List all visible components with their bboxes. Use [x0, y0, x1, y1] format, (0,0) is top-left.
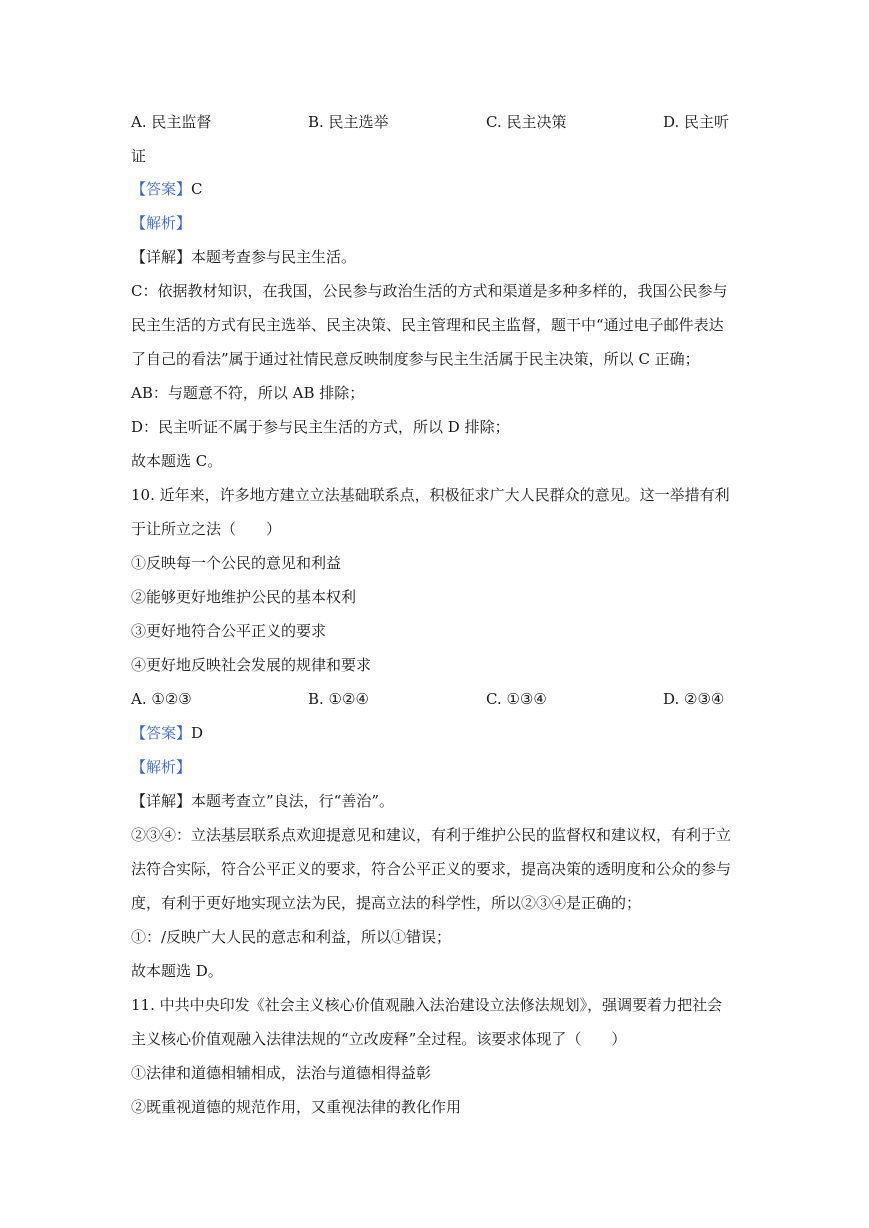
q9-explain-line: D：民主听证不属于参与民主生活的方式，所以 D 排除； [131, 418, 510, 436]
q9-answer [131, 179, 203, 199]
q10-item: ②能够更好地维护公民的基本权利 [131, 588, 357, 606]
q10-explain-line: 法符合实际，符合公平正义的要求，符合公平正义的要求，提高决策的透明度和公众的参与 [131, 860, 732, 878]
q9-explain-line: AB：与题意不符，所以 AB 排除； [131, 384, 365, 402]
q10-item: ①反映每一个公民的意见和利益 [131, 554, 342, 572]
answer-value: D [191, 724, 204, 742]
q9-option-b: B. 民主选举 [308, 113, 389, 131]
q9-option-d: D. 民主听 [663, 113, 730, 131]
q9-explain-line: 民主生活的方式有民主选举、民主决策、民主管理和民主监督，题干中“通过电子邮件表达 [131, 316, 724, 334]
q10-stem-line: 于让所立之法（ ） [131, 520, 282, 538]
q10-item: ③更好地符合公平正义的要求 [131, 622, 327, 640]
q9-option-d-wrap: 证 [131, 147, 147, 165]
q9-explain-line: 了自己的看法”属于通过社情民意反映制度参与民主生活属于民主决策，所以 C 正确； [131, 350, 700, 368]
answer-tag: 【答案】 [131, 180, 192, 198]
q10-answer [131, 723, 203, 743]
q9-analysis-tag: 【解析】 [131, 214, 192, 232]
q10-option-b: B. ①②④ [308, 690, 369, 708]
q10-stem-line: 10. 近年来，许多地方建立立法基础联系点，积极征求广大人民群众的意见。这一举措有利 [131, 486, 730, 504]
q10-explain-line: 故本题选 D。 [131, 962, 223, 980]
q10-explain-line: ①：/反映广大人民的意志和利益，所以①错误； [131, 928, 452, 946]
q9-explain-line: C：依据教材知识，在我国，公民参与政治生活的方式和渠道是多种多样的，我国公民参与 [131, 282, 728, 300]
q10-detail: 【详解】本题考查立”良法，行“善治”。 [131, 792, 395, 810]
q11-stem-line: 11. 中共中央印发《社会主义核心价值观融入法治建设立法修法规划》，强调要着力把社会 [131, 996, 723, 1014]
q10-option-d: D. ②③④ [663, 690, 725, 708]
q9-explain-line: 故本题选 C。 [131, 452, 223, 470]
q9-option-a: A. 民主监督 [131, 113, 212, 131]
q11-item: ②既重视道德的规范作用，又重视法律的教化作用 [131, 1098, 462, 1116]
q10-explain-line: ②③④：立法基层联系点欢迎提意见和建议，有利于维护公民的监督权和建议权，有利于立 [131, 826, 732, 844]
q9-detail: 【详解】本题考查参与民主生活。 [131, 248, 357, 266]
q10-explain-line: 度，有利于更好地实现立法为民，提高立法的科学性，所以②③④是正确的； [131, 894, 642, 912]
q9-option-c: C. 民主决策 [486, 113, 567, 131]
q10-item: ④更好地反映社会发展的规律和要求 [131, 656, 372, 674]
q10-option-a: A. ①②③ [131, 690, 192, 708]
q11-item: ①法律和道德相辅相成，法治与道德相得益彰 [131, 1064, 432, 1082]
answer-tag: 【答案】 [131, 724, 192, 742]
answer-value: C [191, 180, 203, 198]
q10-analysis-tag: 【解析】 [131, 758, 192, 776]
q10-option-c: C. ①③④ [486, 690, 547, 708]
q11-stem-line: 主义核心价值观融入法律法规的“立改废释”全过程。该要求体现了（ ） [131, 1030, 627, 1048]
